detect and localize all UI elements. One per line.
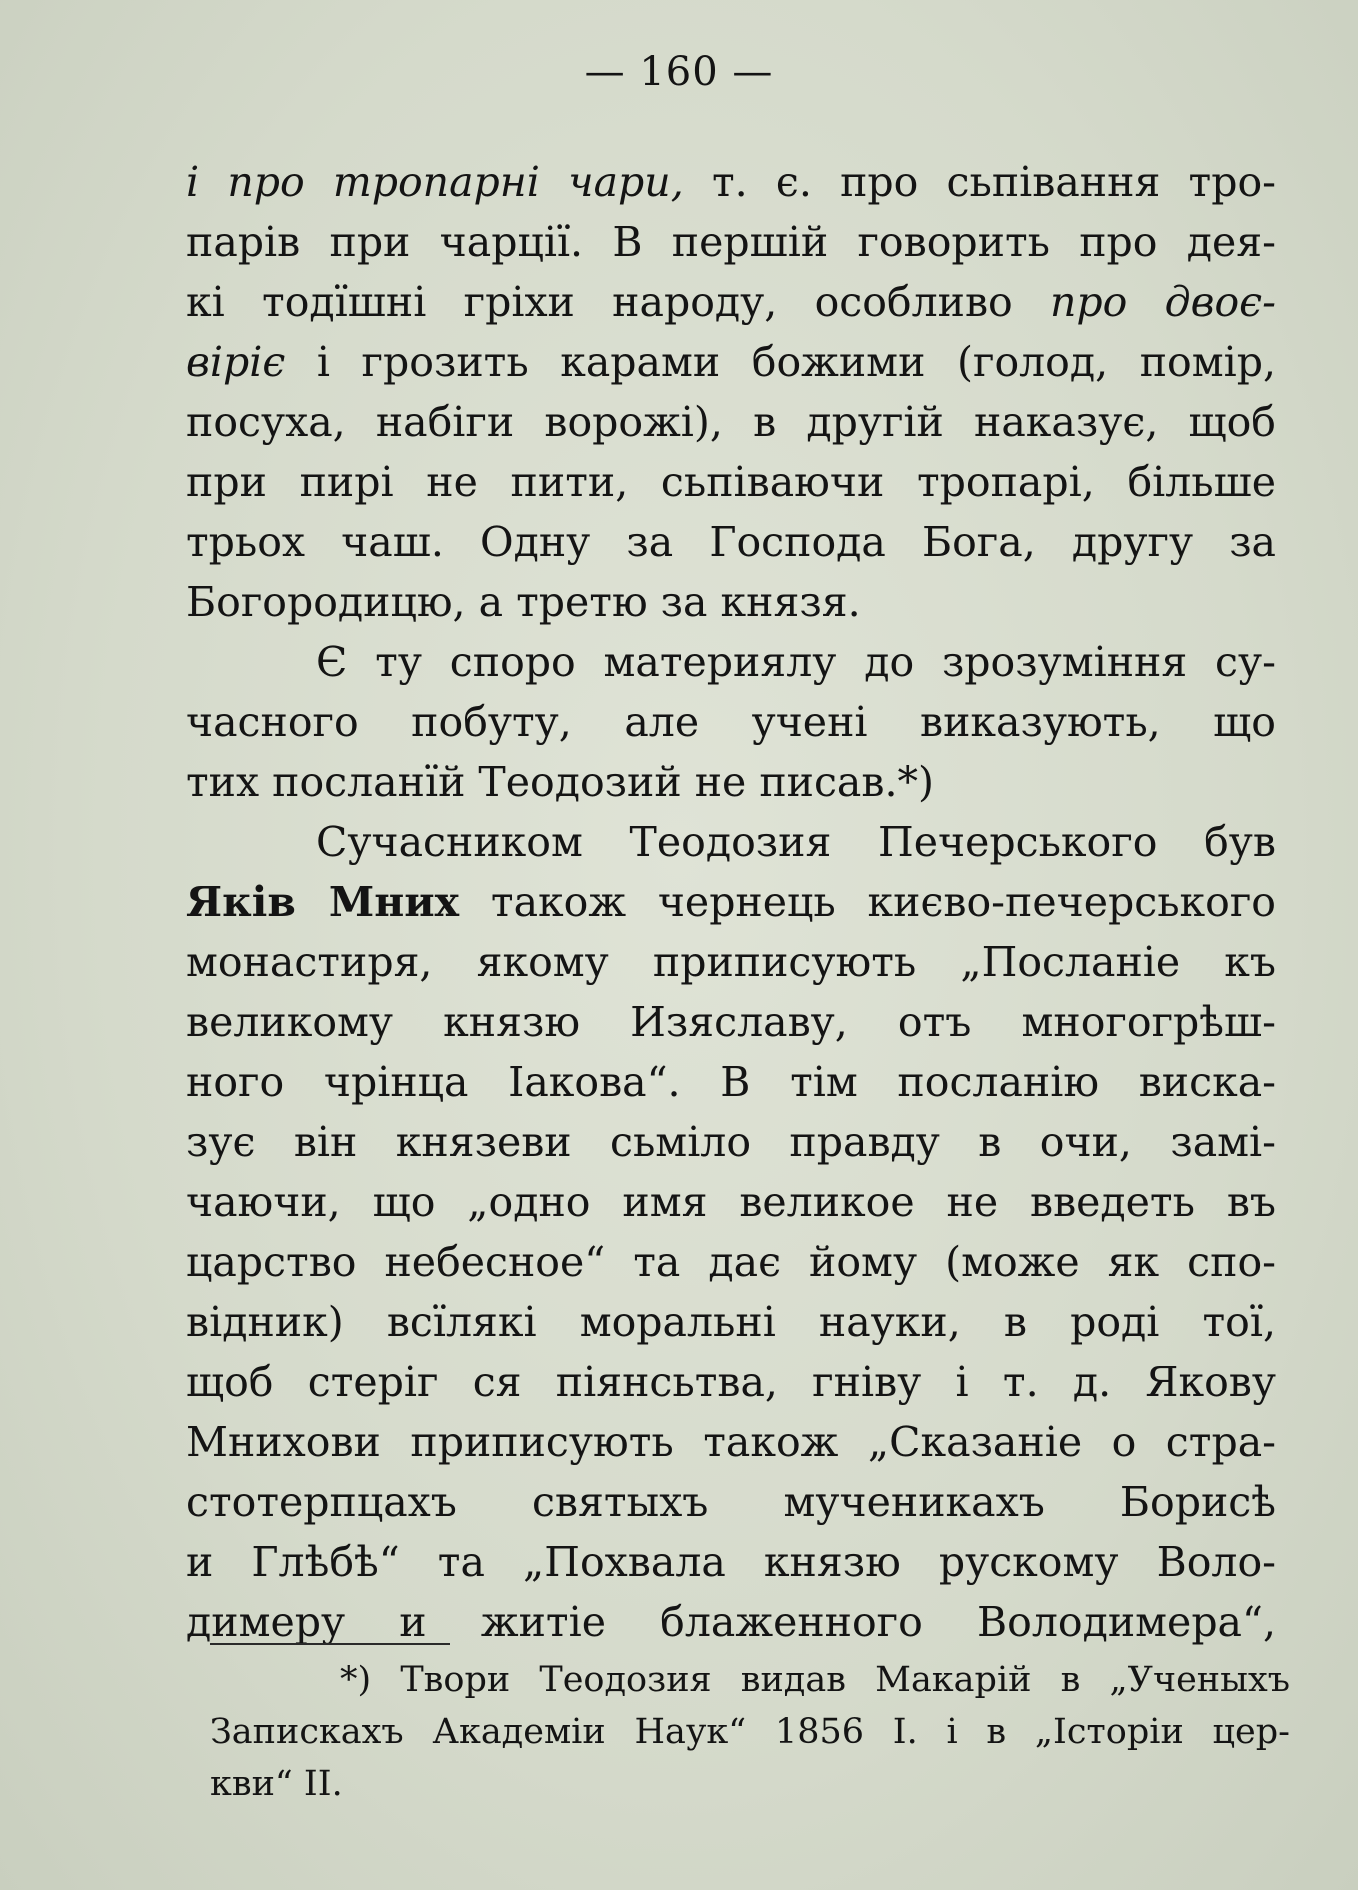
text-segment: димеру и житіе блаженного Володимера“, [186,1598,1276,1646]
text-segment: тих посланїй Теодозий не писав.*) [186,758,934,806]
italic-text: і про тропарні чари, [186,158,684,206]
text-segment: кі тодїшні гріхи народу, особливо [186,278,1051,326]
text-line [186,1052,1276,1112]
text-line [186,572,1276,632]
text-segment: чаючи, що „одно имя великое не введеть въ [186,1178,1276,1226]
footnote-line: Запискахъ Академіи Наук“ 1856 І. і в „Історіи цер- [210,1712,1290,1752]
text-line [186,752,1276,812]
text-segment: ного чрінца Іакова“. В тім посланію виска- [186,1058,1276,1106]
text-line [186,1172,1276,1232]
footnote-separator [210,1643,450,1645]
text-line [186,1232,1276,1292]
text-line [186,872,1276,932]
text-line [186,272,1276,332]
text-line [186,212,1276,272]
text-line [186,1352,1276,1412]
text-segment: Богородицю, а третю за князя. [186,578,861,626]
footnote [210,1654,1290,1810]
footnote-line: *) Твори Теодозия видав Макарій в „Ученыхъ [340,1660,1290,1700]
text-segment: відник) всїлякі моральні науки, в роді тої, [186,1298,1276,1346]
text-segment: зує він князеви сьміло правду в очи, замі- [186,1118,1276,1166]
text-line [186,692,1276,752]
text-line [186,932,1276,992]
text-line [186,1112,1276,1172]
italic-text: про двоє- [1050,278,1276,326]
text-line [186,152,1276,212]
text-segment: Мнихови приписують також „Сказаніе о стра- [186,1418,1276,1466]
text-segment: трьох чаш. Одну за Господа Бога, другу за [186,518,1276,566]
text-segment: часного побуту, але учені виказують, що [186,698,1276,746]
text-segment: посуха, набіги ворожі), в другій наказує, щоб [186,398,1276,446]
page-number: — 160 — [584,49,774,95]
text-segment: Є ту споро материялу до зрозуміння су- [316,638,1276,686]
text-segment: великому князю Изяславу, отъ многогрѣш- [186,998,1276,1046]
text-segment: і грозить карами божими (голод, помір, [285,338,1276,386]
text-segment: щоб стеріг ся піянсьтва, гніву і т. д. Якову [186,1358,1276,1406]
main-text [186,152,1276,1652]
text-segment: царство небесное“ та дає йому (може як спо- [186,1238,1276,1286]
text-line [186,452,1276,512]
text-segment: и Глѣбѣ“ та „Похвала князю рускому Воло- [186,1538,1276,1586]
text-segment: т. є. про сьпівання тро- [683,158,1276,206]
text-segment: парів при чарції. В першій говорить про дея- [186,218,1276,266]
text-line [186,632,1276,692]
footnote-line: кви“ II. [210,1764,343,1804]
text-line [186,1292,1276,1352]
text-segment: монастиря, якому приписують „Посланіе къ [186,938,1276,986]
text-line [186,332,1276,392]
text-segment: при пирі не пити, сьпіваючи тропарі, більше [186,458,1276,506]
text-line [186,512,1276,572]
text-line [186,1532,1276,1592]
text-line [186,1412,1276,1472]
text-segment: також чернець києво-печерського [459,878,1276,926]
text-segment: Сучасником Теодозия Печерського був [316,818,1276,866]
text-line [186,812,1276,872]
bold-name-text: Яків Мних [186,878,460,926]
text-line [186,1472,1276,1532]
text-segment: стотерпцахъ святыхъ мученикахъ Борисѣ [186,1478,1276,1526]
text-line [186,392,1276,452]
text-line [186,992,1276,1052]
italic-text: віріє [186,338,286,386]
